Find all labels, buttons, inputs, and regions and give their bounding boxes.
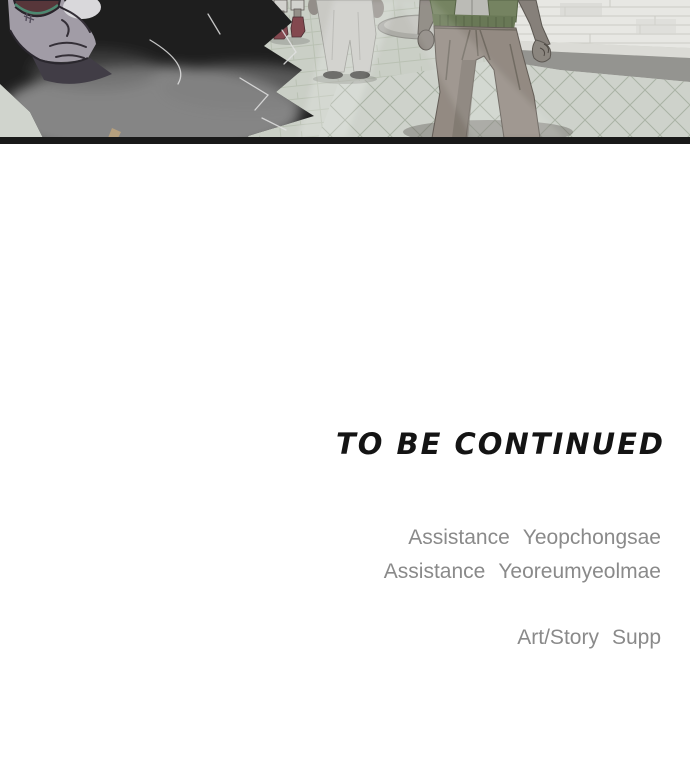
credit-role: Assistance: [383, 560, 486, 583]
credit-name: Supp: [611, 626, 661, 649]
fog-overlay: [0, 0, 690, 138]
panel-border: [0, 137, 690, 144]
credit-role: Assistance: [408, 526, 510, 549]
credit-line: [384, 521, 661, 555]
to-be-continued-title: TO BE CONTINUED: [335, 427, 665, 461]
credit-name: Yeopchongsae: [522, 526, 661, 549]
credits-block: [384, 521, 661, 655]
comic-panel: [0, 0, 690, 144]
credit-role: Art/Story: [517, 626, 599, 649]
credit-line: [384, 555, 661, 589]
comic-panel-art: [0, 0, 690, 144]
credit-name: Yeoreumyeolmae: [498, 560, 661, 583]
credit-line: [384, 621, 661, 655]
